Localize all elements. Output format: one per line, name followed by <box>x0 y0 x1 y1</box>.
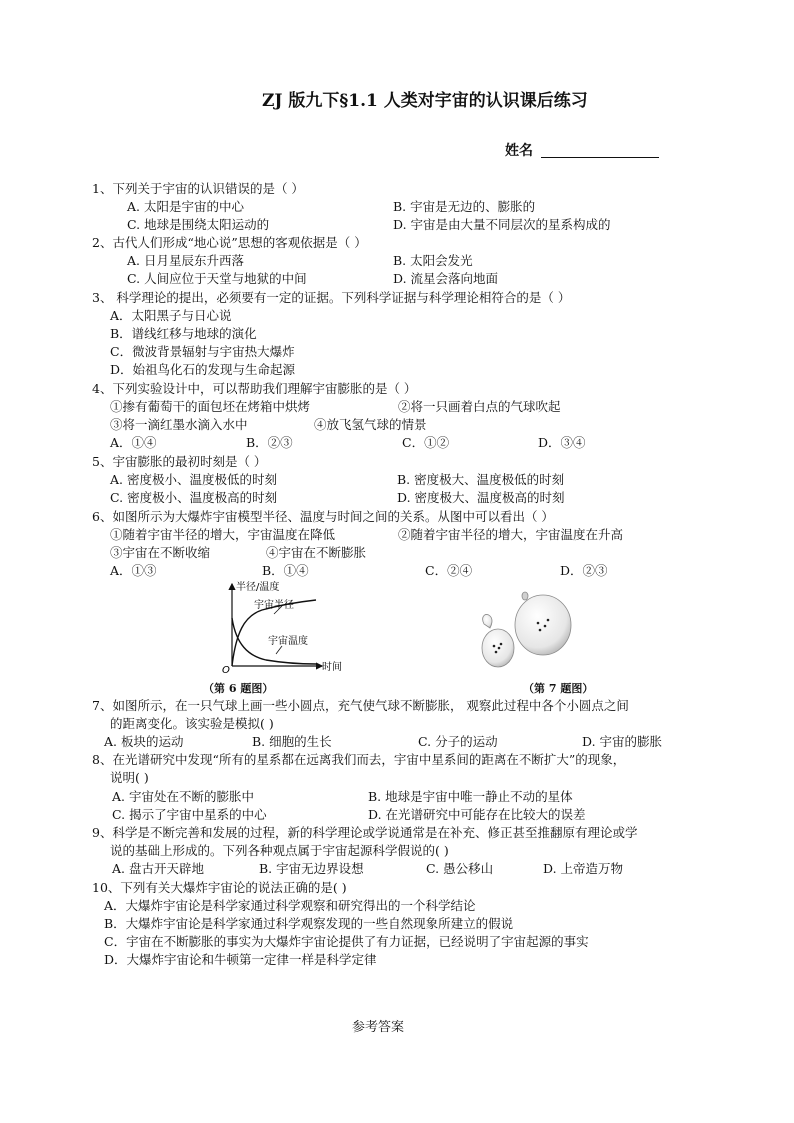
question-7-stem-line-2: 的距离变化。该实验是模拟( ) <box>110 716 274 731</box>
page-title: ZJ 版九下§1.1 人类对宇宙的认识课后练习 <box>262 91 588 111</box>
q6-statement-2: ②随着宇宙半径的增大，宇宙温度在升高 <box>398 527 624 542</box>
q10-option-b: B．大爆炸宇宙论是科学家通过科学观察发现的一些自然现象所建立的假说 <box>104 916 514 931</box>
question-8-stem-line-2: 说明( ) <box>110 770 149 785</box>
q9-option-c: C. 愚公移山 <box>426 861 494 876</box>
q7-option-d: D. 宇宙的膨胀 <box>582 734 663 749</box>
q7-option-b: B. 细胞的生长 <box>252 734 332 749</box>
q5-option-a: A. 密度极小、温度极低的时刻 <box>110 472 277 487</box>
figure-6-caption: （第 6 题图） <box>203 682 274 695</box>
q9-option-b: B. 宇宙无边界设想 <box>259 861 364 876</box>
question-6-stem: 6、如图所示为大爆炸宇宙模型半径、温度与时间之间的关系。从图中可以看出（ ） <box>92 509 554 524</box>
y-axis-label: 半径/温度 <box>236 582 280 593</box>
name-label: 姓名 <box>505 143 533 159</box>
q3-option-d: D．始祖鸟化石的发现与生命起源 <box>110 362 296 377</box>
q8-option-a: A. 宇宙处在不断的膨胀中 <box>112 789 254 804</box>
q2-option-c: C. 人间应位于天堂与地狱的中间 <box>127 271 307 286</box>
question-5-stem: 5、宇宙膨胀的最初时刻是（ ） <box>92 454 267 469</box>
question-9-stem-line-1: 9、科学是不断完善和发展的过程，新的科学理论或学说通常是在补充、修正甚至推翻原有理论或学 <box>92 825 638 840</box>
q3-option-c: C．微波背景辐射与宇宙热大爆炸 <box>110 344 295 359</box>
q4-statement-3: ③将一滴红墨水滴入水中 <box>110 417 248 432</box>
q4-statement-4: ④放飞氢气球的情景 <box>314 417 427 432</box>
q3-option-a: A．太阳黑子与日心说 <box>110 308 232 323</box>
q1-option-a: A. 太阳是宇宙的中心 <box>127 199 244 214</box>
question-7-stem-line-1: 7、如图所示，在一只气球上画一些小圆点，充气使气球不断膨胀， 观察此过程中各个小圆点之间 <box>92 698 629 713</box>
q8-option-c: C. 揭示了宇宙中星系的中心 <box>112 807 267 822</box>
q2-option-b: B. 太阳会发光 <box>393 253 473 268</box>
question-9-stem-line-2: 说的基础上形成的。下列各种观点属于宇宙起源科学假说的( ) <box>110 843 449 858</box>
q6-option-b: B．①④ <box>262 563 309 578</box>
q6-statement-4: ④宇宙在不断膨胀 <box>266 545 367 560</box>
question-8-stem-line-1: 8、在光谱研究中发现“所有的星系都在远离我们而去，宇宙中星系间的距离在不断扩大”的现象， <box>92 752 626 767</box>
q1-option-b: B. 宇宙是无边的、膨胀的 <box>393 199 536 214</box>
q2-option-d: D. 流星会落向地面 <box>393 271 499 286</box>
q10-option-d: D．大爆炸宇宙论和牛顿第一定律一样是科学定律 <box>104 952 377 967</box>
q5-option-c: C. 密度极小、温度极高的时刻 <box>110 490 278 505</box>
figure-7-caption: （第 7 题图） <box>523 682 594 695</box>
q9-option-a: A. 盘古开天辟地 <box>112 861 204 876</box>
figure-6-graph <box>214 578 354 673</box>
q4-option-b: B．②③ <box>246 435 293 450</box>
name-blank-line[interactable] <box>541 143 659 158</box>
q3-option-b: B．谱线红移与地球的演化 <box>110 326 257 341</box>
q2-option-a: A. 日月星辰东升西落 <box>127 253 244 268</box>
q7-option-a: A. 板块的运动 <box>104 734 184 749</box>
q6-option-d: D．②③ <box>560 563 608 578</box>
temperature-curve-label: 宇宙温度 <box>268 636 308 647</box>
q6-statement-1: ①随着宇宙半径的增大，宇宙温度在降低 <box>110 527 336 542</box>
q10-option-a: A．大爆炸宇宙论是科学家通过科学观察和研究得出的一个科学结论 <box>104 898 476 913</box>
large-balloon <box>515 592 571 655</box>
q4-option-a: A．①④ <box>110 435 157 450</box>
question-2-stem: 2、古代人们形成“地心说”思想的客观依据是（ ） <box>92 235 367 250</box>
q4-statement-2: ②将一只画着白点的气球吹起 <box>398 399 561 414</box>
name-field-row <box>505 140 659 160</box>
q4-option-c: C．①② <box>402 435 450 450</box>
question-1-stem: 1、下列关于宇宙的认识错误的是（ ） <box>92 181 304 196</box>
q4-option-d: D．③④ <box>538 435 586 450</box>
radius-curve-label: 宇宙半径 <box>254 600 294 611</box>
q1-option-c: C. 地球是围绕太阳运动的 <box>127 217 270 232</box>
q8-option-d: D. 在光谱研究中可能存在比较大的误差 <box>368 807 586 822</box>
q10-option-c: C．宇宙在不断膨胀的事实为大爆炸宇宙论提供了有力证据，已经说明了宇宙起源的事实 <box>104 934 589 949</box>
question-10-stem: 10、下列有关大爆炸宇宙论的说法正确的是( ) <box>92 880 347 895</box>
q4-statement-1: ①掺有葡萄干的面包坯在烤箱中烘烤 <box>110 399 311 414</box>
small-balloon <box>482 614 514 667</box>
question-3-stem: 3、 科学理论的提出，必须要有一定的证据。下列科学证据与科学理论相符合的是（ ） <box>92 290 571 305</box>
q8-option-b: B. 地球是宇宙中唯一静止不动的星体 <box>368 789 573 804</box>
answer-key-heading: 参考答案 <box>352 1020 405 1035</box>
q7-option-c: C. 分子的运动 <box>418 734 498 749</box>
q5-option-d: D. 密度极大、温度极高的时刻 <box>397 490 565 505</box>
q6-option-a: A．①③ <box>110 563 157 578</box>
question-4-stem: 4、下列实验设计中，可以帮助我们理解宇宙膨胀的是（ ） <box>92 381 417 396</box>
temperature-label-leader <box>276 646 282 654</box>
origin-label: O <box>222 665 230 673</box>
q6-option-c: C．②④ <box>425 563 473 578</box>
q9-option-d: D. 上帝造万物 <box>543 861 624 876</box>
q5-option-b: B. 密度极大、温度极低的时刻 <box>397 472 565 487</box>
q1-option-d: D. 宇宙是由大量不同层次的星系构成的 <box>393 217 611 232</box>
figure-7-balloons <box>470 588 580 680</box>
q6-statement-3: ③宇宙在不断收缩 <box>110 545 211 560</box>
x-axis-label: 时间 <box>322 662 342 673</box>
